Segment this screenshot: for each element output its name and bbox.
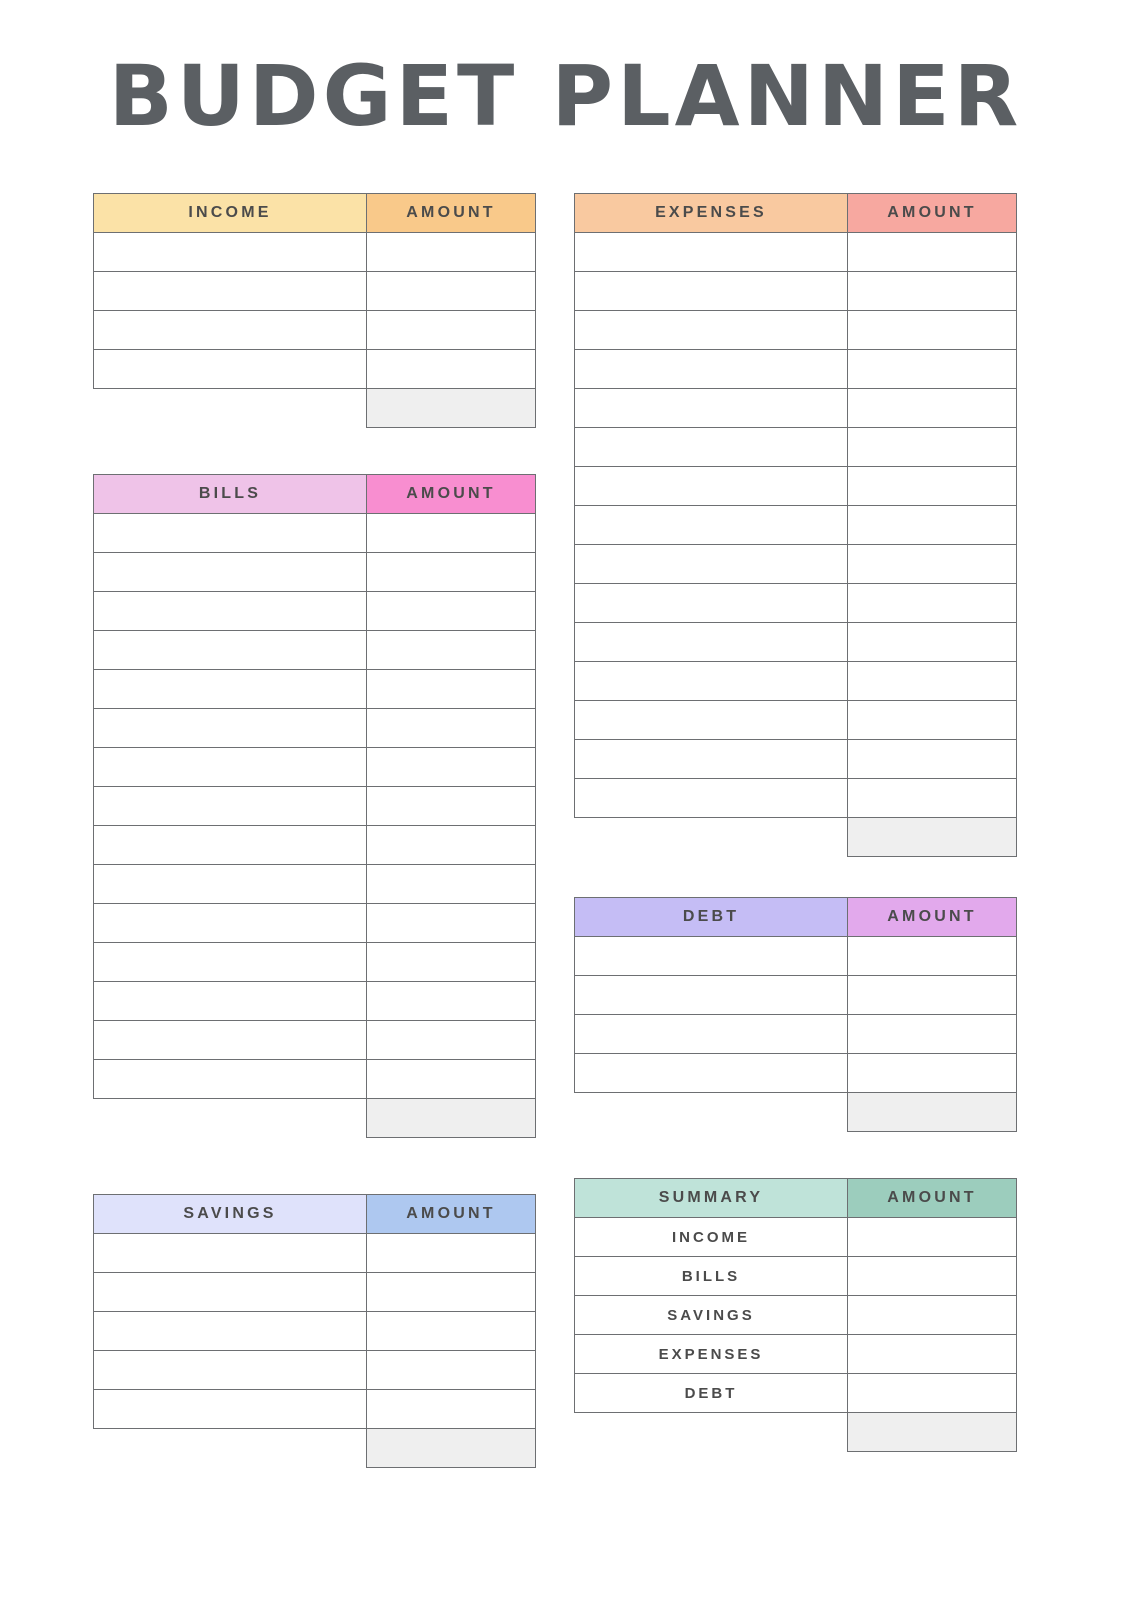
expenses-row-8-amount[interactable] — [848, 545, 1017, 584]
income-table-block — [93, 193, 535, 428]
table-row[interactable] — [575, 740, 1017, 779]
savings-row-2-label[interactable] — [94, 1312, 367, 1351]
table-row[interactable] — [94, 311, 536, 350]
table-row[interactable] — [94, 553, 536, 592]
bills-table — [93, 474, 536, 1138]
bills-row-6-amount[interactable] — [367, 748, 536, 787]
savings-row-4-amount[interactable] — [367, 1390, 536, 1429]
savings-row-1-amount[interactable] — [367, 1273, 536, 1312]
debt-table-block — [574, 897, 1016, 1132]
income-row-0-label[interactable] — [94, 233, 367, 272]
table-row[interactable] — [94, 787, 536, 826]
summary-table-block — [574, 1178, 1016, 1452]
debt-row-1-label[interactable] — [575, 976, 848, 1015]
summary-row-savings-amount[interactable] — [848, 1296, 1017, 1335]
expenses-row-0-label[interactable] — [575, 233, 848, 272]
expenses-row-5-amount[interactable] — [848, 428, 1017, 467]
table-row[interactable] — [575, 662, 1017, 701]
savings-row-3-label[interactable] — [94, 1351, 367, 1390]
table-row[interactable] — [94, 1351, 536, 1390]
bills-row-4-amount[interactable] — [367, 670, 536, 709]
table-row[interactable] — [575, 623, 1017, 662]
table-row[interactable] — [575, 1296, 1017, 1335]
bills-total-row[interactable] — [94, 1099, 536, 1138]
income-row-2-label[interactable] — [94, 311, 367, 350]
summary-row-debt-label: DEBT — [575, 1374, 848, 1413]
expenses-row-3-label[interactable] — [575, 350, 848, 389]
savings-table-block — [93, 1194, 535, 1468]
debt-table — [574, 897, 1017, 1132]
bills-row-0-amount[interactable] — [367, 514, 536, 553]
summary-total-spacer — [575, 1413, 848, 1452]
expenses-row-1-amount[interactable] — [848, 272, 1017, 311]
summary-row-debt-amount[interactable] — [848, 1374, 1017, 1413]
bills-row-7-amount[interactable] — [367, 787, 536, 826]
bills-row-14-amount[interactable] — [367, 1060, 536, 1099]
savings-header-amount: AMOUNT — [367, 1195, 536, 1234]
bills-row-9-label[interactable] — [94, 865, 367, 904]
table-row[interactable] — [575, 272, 1017, 311]
bills-row-14-label[interactable] — [94, 1060, 367, 1099]
income-header-amount: AMOUNT — [367, 194, 536, 233]
income-row-3-amount[interactable] — [367, 350, 536, 389]
debt-row-0-amount[interactable] — [848, 937, 1017, 976]
debt-header-label: DEBT — [575, 898, 848, 937]
expenses-table — [574, 193, 1017, 857]
summary-header-label: SUMMARY — [575, 1179, 848, 1218]
debt-row-1-amount[interactable] — [848, 976, 1017, 1015]
bills-row-11-amount[interactable] — [367, 943, 536, 982]
income-total-row[interactable] — [94, 389, 536, 428]
table-row[interactable] — [575, 1374, 1017, 1413]
table-row[interactable] — [575, 233, 1017, 272]
bills-row-2-label[interactable] — [94, 592, 367, 631]
table-row[interactable] — [575, 1335, 1017, 1374]
savings-row-3-amount[interactable] — [367, 1351, 536, 1390]
income-row-0-amount[interactable] — [367, 233, 536, 272]
table-row[interactable] — [94, 514, 536, 553]
summary-row-expenses-label: EXPENSES — [575, 1335, 848, 1374]
table-row[interactable] — [575, 779, 1017, 818]
bills-header-amount: AMOUNT — [367, 475, 536, 514]
expenses-row-13-label[interactable] — [575, 740, 848, 779]
debt-total-row[interactable] — [575, 1093, 1017, 1132]
table-row[interactable] — [575, 545, 1017, 584]
expenses-row-10-amount[interactable] — [848, 623, 1017, 662]
bills-row-7-label[interactable] — [94, 787, 367, 826]
table-header-row — [94, 194, 536, 233]
table-row[interactable] — [575, 506, 1017, 545]
table-row[interactable] — [575, 701, 1017, 740]
expenses-row-5-label[interactable] — [575, 428, 848, 467]
expenses-row-7-amount[interactable] — [848, 506, 1017, 545]
table-row[interactable] — [575, 937, 1017, 976]
debt-header-amount: AMOUNT — [848, 898, 1017, 937]
table-row[interactable] — [575, 311, 1017, 350]
table-row[interactable] — [94, 272, 536, 311]
bills-header-label: BILLS — [94, 475, 367, 514]
savings-total-spacer — [94, 1429, 367, 1468]
table-row[interactable] — [94, 943, 536, 982]
savings-header-label: SAVINGS — [94, 1195, 367, 1234]
table-row[interactable] — [94, 1390, 536, 1429]
summary-header-amount: AMOUNT — [848, 1179, 1017, 1218]
expenses-row-7-label[interactable] — [575, 506, 848, 545]
debt-row-2-amount[interactable] — [848, 1015, 1017, 1054]
table-row[interactable] — [94, 865, 536, 904]
page-title: BUDGET PLANNER — [108, 47, 1023, 145]
debt-row-0-label[interactable] — [575, 937, 848, 976]
table-row[interactable] — [94, 1234, 536, 1273]
table-row[interactable] — [575, 1054, 1017, 1093]
bills-row-3-label[interactable] — [94, 631, 367, 670]
table-row[interactable] — [94, 350, 536, 389]
table-row[interactable] — [94, 233, 536, 272]
expenses-row-14-amount[interactable] — [848, 779, 1017, 818]
table-row[interactable] — [94, 1021, 536, 1060]
income-table — [93, 193, 536, 428]
expenses-total-row[interactable] — [575, 818, 1017, 857]
expenses-row-11-amount[interactable] — [848, 662, 1017, 701]
spacer-expenses-debt — [574, 857, 1016, 897]
table-row[interactable] — [94, 1312, 536, 1351]
income-header-label: INCOME — [94, 194, 367, 233]
income-row-2-amount[interactable] — [367, 311, 536, 350]
table-header-row — [94, 1195, 536, 1234]
expenses-row-4-label[interactable] — [575, 389, 848, 428]
savings-row-1-label[interactable] — [94, 1273, 367, 1312]
summary-row-bills-amount[interactable] — [848, 1257, 1017, 1296]
expenses-row-13-amount[interactable] — [848, 740, 1017, 779]
expenses-total-amount[interactable] — [848, 818, 1017, 857]
expenses-row-14-label[interactable] — [575, 779, 848, 818]
bills-row-11-label[interactable] — [94, 943, 367, 982]
table-row[interactable] — [94, 631, 536, 670]
expenses-row-3-amount[interactable] — [848, 350, 1017, 389]
debt-row-3-label[interactable] — [575, 1054, 848, 1093]
expenses-row-12-amount[interactable] — [848, 701, 1017, 740]
expenses-row-4-amount[interactable] — [848, 389, 1017, 428]
bills-row-2-amount[interactable] — [367, 592, 536, 631]
table-row[interactable] — [94, 592, 536, 631]
table-row[interactable] — [94, 709, 536, 748]
bills-row-8-amount[interactable] — [367, 826, 536, 865]
table-row[interactable] — [94, 982, 536, 1021]
bills-total-amount[interactable] — [367, 1099, 536, 1138]
expenses-row-2-label[interactable] — [575, 311, 848, 350]
bills-row-13-label[interactable] — [94, 1021, 367, 1060]
bills-total-spacer — [94, 1099, 367, 1138]
table-row[interactable] — [575, 467, 1017, 506]
table-row[interactable] — [575, 1218, 1017, 1257]
table-row[interactable] — [94, 1060, 536, 1099]
bills-table-block — [93, 474, 535, 1138]
expenses-row-6-label[interactable] — [575, 467, 848, 506]
bills-row-3-amount[interactable] — [367, 631, 536, 670]
right-column — [574, 193, 1016, 1452]
savings-row-2-amount[interactable] — [367, 1312, 536, 1351]
table-row[interactable] — [94, 670, 536, 709]
savings-total-row[interactable] — [94, 1429, 536, 1468]
savings-table — [93, 1194, 536, 1468]
table-row[interactable] — [575, 428, 1017, 467]
table-row[interactable] — [94, 1273, 536, 1312]
expenses-total-spacer — [575, 818, 848, 857]
expenses-row-9-amount[interactable] — [848, 584, 1017, 623]
left-column — [93, 193, 535, 1468]
table-header-row — [575, 1179, 1017, 1218]
expenses-row-11-label[interactable] — [575, 662, 848, 701]
table-header-row — [575, 898, 1017, 937]
bills-row-5-amount[interactable] — [367, 709, 536, 748]
summary-table — [574, 1178, 1017, 1452]
summary-row-savings-label: SAVINGS — [575, 1296, 848, 1335]
bills-row-4-label[interactable] — [94, 670, 367, 709]
bills-row-5-label[interactable] — [94, 709, 367, 748]
summary-row-bills-label: BILLS — [575, 1257, 848, 1296]
savings-total-amount[interactable] — [367, 1429, 536, 1468]
expenses-row-10-label[interactable] — [575, 623, 848, 662]
table-row[interactable] — [575, 389, 1017, 428]
spacer-debt-summary — [574, 1132, 1016, 1178]
income-total-spacer — [94, 389, 367, 428]
bills-row-0-label[interactable] — [94, 514, 367, 553]
expenses-row-12-label[interactable] — [575, 701, 848, 740]
expenses-row-2-amount[interactable] — [848, 311, 1017, 350]
expenses-header-label: EXPENSES — [575, 194, 848, 233]
table-row[interactable] — [575, 976, 1017, 1015]
expenses-row-1-label[interactable] — [575, 272, 848, 311]
bills-row-10-label[interactable] — [94, 904, 367, 943]
savings-row-0-amount[interactable] — [367, 1234, 536, 1273]
income-total-amount[interactable] — [367, 389, 536, 428]
expenses-header-amount: AMOUNT — [848, 194, 1017, 233]
bills-row-10-amount[interactable] — [367, 904, 536, 943]
table-row[interactable] — [575, 584, 1017, 623]
summary-row-income-amount[interactable] — [848, 1218, 1017, 1257]
savings-row-0-label[interactable] — [94, 1234, 367, 1273]
bills-row-13-amount[interactable] — [367, 1021, 536, 1060]
bills-row-12-label[interactable] — [94, 982, 367, 1021]
income-row-1-label[interactable] — [94, 272, 367, 311]
debt-total-spacer — [575, 1093, 848, 1132]
debt-total-amount[interactable] — [848, 1093, 1017, 1132]
bills-row-1-label[interactable] — [94, 553, 367, 592]
summary-total-amount[interactable] — [848, 1413, 1017, 1452]
expenses-row-8-label[interactable] — [575, 545, 848, 584]
expenses-row-6-amount[interactable] — [848, 467, 1017, 506]
savings-row-4-label[interactable] — [94, 1390, 367, 1429]
spacer-income-bills — [93, 428, 535, 474]
summary-total-row[interactable] — [575, 1413, 1017, 1452]
bills-row-8-label[interactable] — [94, 826, 367, 865]
spacer-bills-savings — [93, 1138, 535, 1194]
expenses-row-9-label[interactable] — [575, 584, 848, 623]
expenses-table-block — [574, 193, 1016, 857]
bills-row-9-amount[interactable] — [367, 865, 536, 904]
table-header-row — [94, 475, 536, 514]
table-row[interactable] — [94, 904, 536, 943]
table-row[interactable] — [94, 748, 536, 787]
table-header-row — [575, 194, 1017, 233]
debt-row-3-amount[interactable] — [848, 1054, 1017, 1093]
table-row[interactable] — [575, 1257, 1017, 1296]
table-row[interactable] — [575, 350, 1017, 389]
table-row[interactable] — [94, 826, 536, 865]
expenses-row-0-amount[interactable] — [848, 233, 1017, 272]
debt-row-2-label[interactable] — [575, 1015, 848, 1054]
bills-row-1-amount[interactable] — [367, 553, 536, 592]
summary-row-expenses-amount[interactable] — [848, 1335, 1017, 1374]
bills-row-12-amount[interactable] — [367, 982, 536, 1021]
income-row-3-label[interactable] — [94, 350, 367, 389]
bills-row-6-label[interactable] — [94, 748, 367, 787]
table-row[interactable] — [575, 1015, 1017, 1054]
summary-row-income-label: INCOME — [575, 1218, 848, 1257]
income-row-1-amount[interactable] — [367, 272, 536, 311]
